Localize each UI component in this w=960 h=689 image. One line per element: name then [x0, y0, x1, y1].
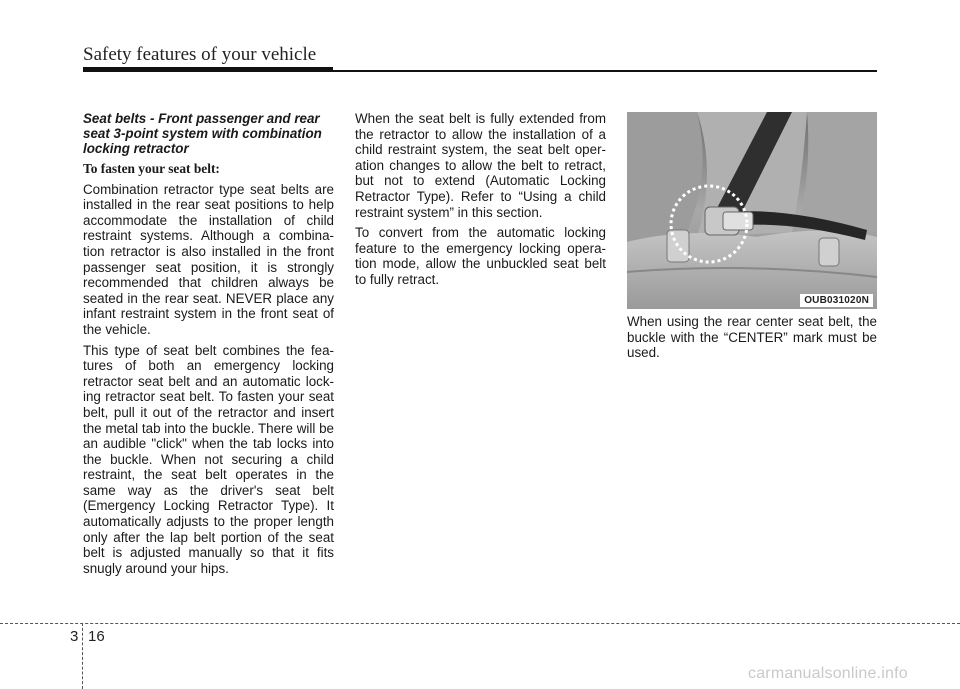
paragraph: This type of seat belt combines the fea-tures of both an emergency locking retractor seat belt and an automatic lock-ing retractor seat belt. To fasten your seat belt, pull it out of the retractor and insert the metal tab into the buckle. There will be an audible "click" when the tab locks into the buckle. When not securing a child restraint, the seat belt operates in the same way as the driver's seat belt (Emergency Locking Retractor Type). It automatically adjusts to the proper length only after the lap belt portion of the seat belt is adjusted manually so that it fits snugly around your hips. [83, 342, 334, 576]
text-column-middle [355, 111, 606, 293]
sub-heading: To fasten your seat belt: [83, 161, 220, 176]
chapter-number: 3 [70, 628, 79, 645]
footer-divider [0, 623, 960, 624]
seat-belt-buckle-illustration [627, 112, 877, 309]
seat-photo [627, 112, 877, 309]
figure-code: OUB031020N [800, 294, 873, 307]
paragraph: To convert from the automatic locking feature to the emergency locking opera-tion mode, allow the unbuckled seat belt to fully retract. [355, 225, 606, 287]
text-column-right [627, 314, 877, 366]
text-column-left [83, 111, 334, 581]
paragraph: When using the rear center seat belt, the buckle with the “CENTER” mark must be used. [627, 314, 877, 361]
paragraph: When the seat belt is fully extended from the retractor to allow the installation of a child restraint system, the seat belt oper-ation changes to allow the belt to retract, but not to extend (Automatic Locking Retractor Type). Refer to “Using a child restraint system” in this section. [355, 111, 606, 220]
section-heading: Seat belts - Front passenger and rear seat 3-point system with combination locking retractor [83, 111, 322, 156]
page-number: 16 [88, 628, 105, 645]
paragraph: Combination retractor type seat belts are installed in the rear seat positions to help accommodate the installation of child restraint systems. Although a combina-tion retractor is also installed in the front passenger seat position, it is strongly recommended that children always be seated in the rear seat. NEVER place any infant restraint system in the front seat of the vehicle. [83, 181, 334, 337]
watermark: carmanualsonline.info [748, 665, 908, 682]
page-header-title: Safety features of your vehicle [83, 44, 317, 65]
footer-vertical-divider [82, 623, 83, 689]
header-rule-thin [333, 70, 877, 72]
header-rule-thick [83, 67, 333, 72]
